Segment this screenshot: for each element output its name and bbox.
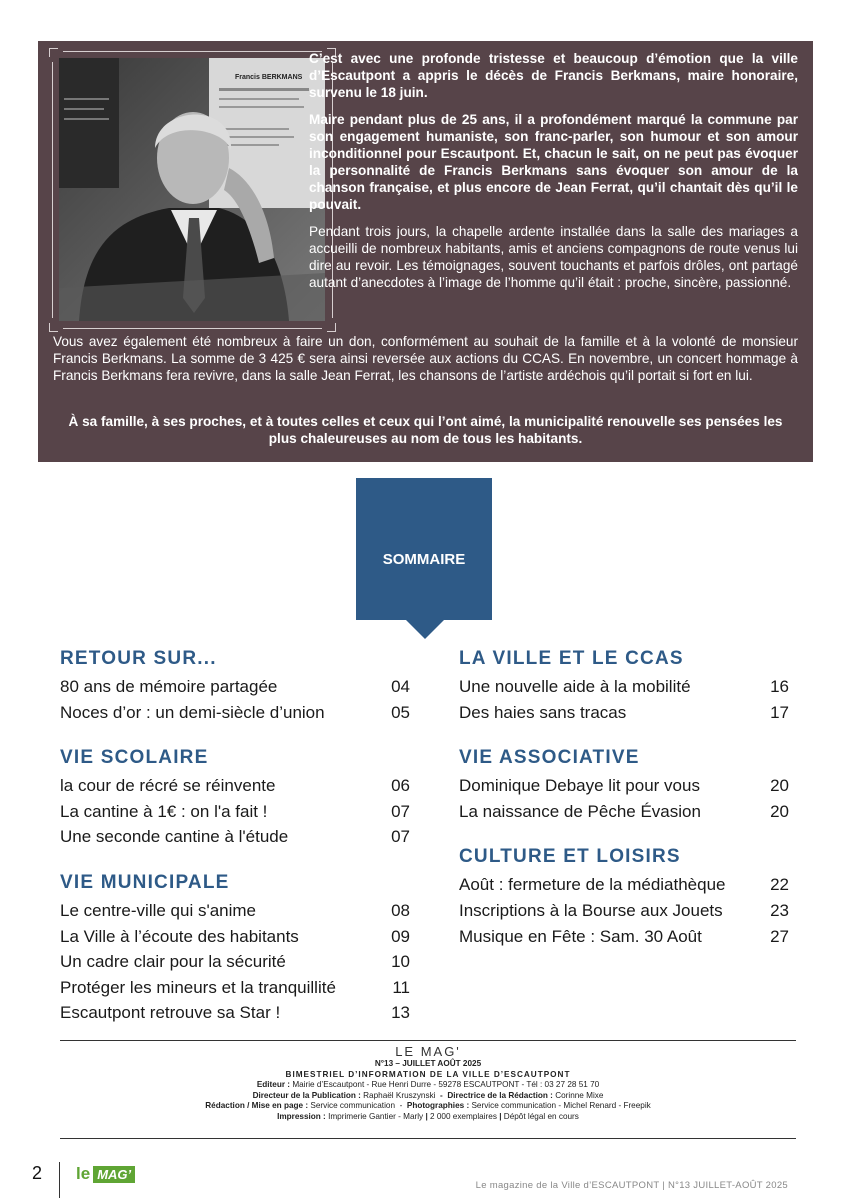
toc-item[interactable] — [60, 773, 410, 799]
toc-item-label: Des haies sans tracas — [459, 702, 627, 722]
toc-section-title: RETOUR SUR... — [60, 648, 217, 669]
toc-item-page: 06 — [391, 776, 410, 796]
toc-item-page: 16 — [770, 677, 789, 696]
separator: - — [399, 1101, 403, 1110]
toc-item-label: La Ville à l’écoute des habitants — [60, 926, 299, 946]
toc-item-label: Noces d’or : un demi-siècle d’union — [60, 702, 325, 722]
toc-section — [459, 846, 789, 949]
toc-item-page: 11 — [392, 977, 410, 997]
toc-item-page: 27 — [770, 926, 789, 946]
toc-item[interactable] — [459, 872, 789, 898]
sommaire-title: SOMMAIRE — [382, 551, 466, 568]
toc-item-label: Inscriptions à la Bourse aux Jouets — [459, 900, 723, 920]
toc-item-page: 05 — [391, 702, 410, 722]
toc-item-label: Le centre-ville qui s'anime — [60, 900, 257, 920]
divider — [59, 1162, 60, 1198]
directeur-label: Directeur de la Publication : — [252, 1090, 361, 1100]
toc-right-column — [459, 648, 789, 971]
toc-item-page: 20 — [770, 801, 789, 821]
toc-item-label: la cour de récré se réinvente — [60, 776, 276, 796]
toc-item[interactable] — [459, 898, 789, 924]
toc-section-title: CULTURE ET LOISIRS — [459, 846, 681, 868]
page-number: 2 — [32, 1163, 43, 1183]
toc-item-label: Protéger les mineurs et la tranquillité — [60, 977, 336, 997]
exemplaires-value: 2 000 exemplaires — [430, 1111, 497, 1121]
colophon — [60, 1044, 796, 1122]
plaque-name: Francis BERKMANS — [235, 74, 303, 81]
toc-item-page: 23 — [770, 900, 789, 920]
separator: - — [440, 1090, 443, 1100]
toc-item[interactable] — [459, 700, 789, 726]
toc-section — [60, 648, 410, 725]
tribute-paragraph-3: Pendant trois jours, la chapelle ardente installée dans la salle des mariages a accueilli de nombreux habitants, amis et anciens compagnons de route venus lui dire au revoir. Les témoignages, souvent touchants et parfois drôles, ont partagé autant d’anecdotes à l’image de l’homme qu’il était : proche, sincère, passionné. — [309, 224, 798, 290]
logo-mag: MAG’ — [93, 1166, 135, 1183]
toc-item-label: 80 ans de mémoire partagée — [60, 677, 278, 696]
toc-item[interactable] — [60, 898, 410, 924]
toc-item[interactable] — [60, 799, 410, 825]
photo-frame — [52, 51, 333, 329]
logo-le: le — [76, 1164, 91, 1183]
divider — [60, 1040, 796, 1041]
toc-item-label: Dominique Debaye lit pour vous — [459, 776, 700, 796]
directrice-label: Directrice de la Rédaction : — [447, 1090, 553, 1100]
toc-item-label: Musique en Fête : Sam. 30 Août — [459, 926, 702, 946]
impression-value: Imprimerie Gantier - Marly — [328, 1111, 424, 1121]
toc-item-page: 04 — [391, 677, 410, 696]
toc-item[interactable] — [60, 674, 410, 700]
toc-item-label: Une nouvelle aide à la mobilité — [459, 677, 691, 696]
separator: | — [425, 1111, 428, 1121]
toc-item-page: 07 — [391, 801, 410, 821]
toc-item[interactable] — [60, 1000, 410, 1026]
toc-item[interactable] — [60, 700, 410, 726]
toc-item[interactable] — [459, 674, 789, 700]
editeur-label: Editeur : — [256, 1080, 291, 1089]
toc-item-page: 08 — [391, 900, 410, 920]
tribute-side-text — [309, 50, 798, 301]
sommaire-banner — [356, 478, 492, 620]
toc-item-page: 07 — [391, 827, 410, 847]
redaction-value: Service communication — [310, 1101, 395, 1110]
portrait-photo — [59, 58, 325, 321]
toc-item-page: 09 — [391, 926, 410, 946]
separator: | — [499, 1111, 502, 1121]
tribute-box — [38, 41, 813, 462]
toc-item-page: 22 — [770, 875, 789, 895]
tribute-paragraph-4: Vous avez également été nombreux à faire un don, conformément au souhait de la famille et à la volonté de monsieur Francis Berkmans. La somme de 3 425 € sera ainsi reversée aux actions du CCAS. En novembre, un concert hommage à Francis Berkmans fera revivre, dans la salle Jean Ferrat, les chansons de l’artiste ardéchois qu’il portait si fort en lui. — [53, 334, 798, 383]
toc-section-title: VIE MUNICIPALE — [60, 871, 230, 893]
editeur-value: Mairie d’Escautpont - Rue Henri Durre - 59278 ESCAUTPONT - Tél : 03 27 28 51 70 — [292, 1080, 600, 1089]
toc-item-label: La naissance de Pêche Évasion — [459, 801, 701, 821]
toc-item-label: Août : fermeture de la médiathèque — [459, 875, 726, 895]
toc-item-label: La cantine à 1€ : on l'a fait ! — [60, 801, 268, 821]
toc-item[interactable] — [60, 924, 410, 950]
toc-item-page: 17 — [770, 702, 789, 722]
photos-label: Photographies : — [406, 1101, 470, 1110]
toc-item[interactable] — [60, 824, 410, 850]
tribute-full-text — [53, 333, 798, 392]
lemag-logo — [76, 1164, 135, 1184]
footer-caption: Le magazine de la Ville d’ESCAUTPONT | N°13 JUILLET-AOÛT 2025 — [475, 1180, 788, 1191]
toc-item[interactable] — [459, 773, 789, 799]
tribute-paragraph-2: Maire pendant plus de 25 ans, il a profondément marqué la commune par son engagement humaniste, son franc-parler, son humour et son amour inconditionnel pour Escautpont. Et, chacun le sait, on ne peut pas évoquer la personnalité de Francis Berkmans sans évoquer son amour de la chanson française, et plus encore de Jean Ferrat, qu’il chantait dès qu’il le pouvait. — [309, 112, 798, 212]
toc-section — [459, 747, 789, 824]
toc-section-title: VIE SCOLAIRE — [60, 747, 209, 769]
impression-label: Impression : — [277, 1111, 326, 1121]
mag-subtitle: BIMESTRIEL D’INFORMATION DE LA VILLE D’ESCAUTPONT — [285, 1069, 571, 1079]
direction-line — [60, 1091, 796, 1102]
toc-item-label: Un cadre clair pour la sécurité — [60, 952, 286, 972]
issue-number: N°13 – JUILLET AOÛT 2025 — [374, 1059, 482, 1068]
toc-item-label: Escautpont retrouve sa Star ! — [60, 1003, 281, 1023]
toc-item-page: 20 — [770, 776, 789, 796]
impression-line — [60, 1112, 796, 1123]
divider — [60, 1138, 796, 1139]
toc-section — [459, 648, 789, 725]
directrice-value: Corinne Mixe — [555, 1090, 604, 1100]
toc-left-column — [60, 648, 410, 1048]
redaction-line — [60, 1101, 796, 1112]
toc-section — [60, 747, 410, 850]
toc-item[interactable] — [60, 949, 410, 975]
photos-value: Service communication - Michel Renard - Freepik — [471, 1101, 651, 1110]
tribute-paragraph-1: C’est avec une profonde tristesse et beaucoup d’émotion que la ville d’Escautpont a appris le décès de Francis Berkmans, maire honoraire, survenu le 18 juin. — [309, 51, 798, 100]
toc-item-page: 10 — [391, 952, 410, 972]
toc-item[interactable] — [60, 975, 410, 1001]
tribute-closing: À sa famille, à ses proches, et à toutes celles et ceux qui l’ont aimé, la municipalité renouvelle ses pensées les plus chaleureuses au nom de tous les habitants. — [68, 414, 783, 446]
toc-item[interactable] — [459, 799, 789, 825]
directeur-value: Raphaël Kruszynski — [363, 1090, 436, 1100]
toc-section — [60, 872, 410, 1026]
toc-item-label: Une seconde cantine à l'étude — [60, 827, 289, 847]
toc-item[interactable] — [459, 924, 789, 950]
sommaire-arrow-icon — [405, 619, 445, 639]
toc-item-page: 13 — [391, 1003, 410, 1023]
mag-name: LE MAG' — [395, 1044, 461, 1059]
depot-value: Dépôt légal en cours — [503, 1111, 579, 1121]
toc-section-title: VIE ASSOCIATIVE — [459, 747, 640, 769]
editeur-line — [60, 1080, 796, 1091]
toc-section-title: LA VILLE ET LE CCAS — [459, 648, 684, 669]
redaction-label: Rédaction / Mise en page : — [205, 1101, 309, 1110]
